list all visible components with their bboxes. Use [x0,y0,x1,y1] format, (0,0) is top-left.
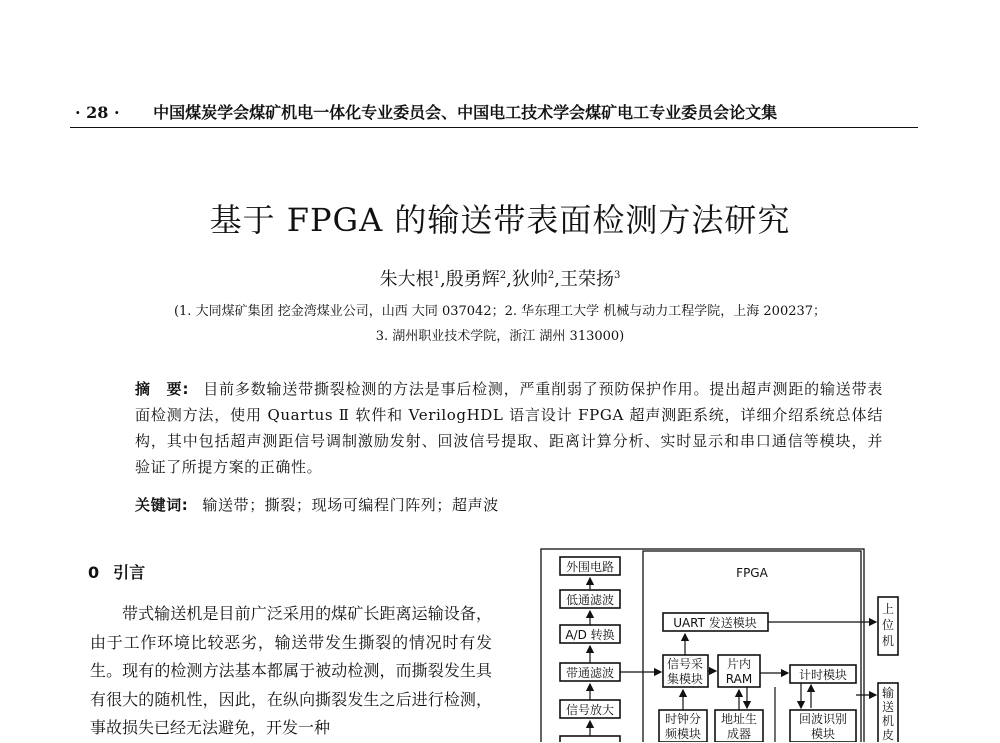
label-bandpass-filter: 带通滤波 [565,666,615,680]
intro-paragraph: 带式输送机是目前广泛采用的煤矿长距离运输设备，由于工作环境比较恶劣，输送带发生撕裂的情况时有发生。现有的检测方法基本都属于被动检测，而撕裂发生具有很大的随机性，因此，在纵向撕裂发生之后进行检测，事故损失已经无法避免，开发一种 [90,604,492,737]
label-clock-divider-1: 时钟分 [664,712,702,726]
label-address-generator-2: 成器 [726,727,752,741]
abstract-label: 摘 要: [135,380,190,398]
author-name: 王荣扬 [559,269,614,290]
author-name: 狄帅 [511,269,548,290]
keywords-text: 输送带；撕裂；现场可编程门阵列；超声波 [202,496,499,514]
label-onchip-ram-1: 片内 [726,657,752,671]
label-clock-divider-2: 频模块 [664,727,702,741]
author-sup: 2 [547,270,555,281]
label-echo-recognition-1: 回波识别 [798,712,848,726]
section-heading [88,560,145,583]
label-uart: UART 发送模块 [673,616,757,630]
affiliation-line-2: 3. 湖州职业技术学院，浙江 湖州 313000) [375,329,625,344]
journal-line: 中国煤炭学会煤矿机电一体化专业委员会、中国电工技术学会煤矿电工专业委员会论文集 [153,103,778,122]
page-number: · 28 · [75,103,120,122]
block-partial [560,736,620,742]
section-number: 0 [88,563,100,582]
label-host-3: 机 [881,634,895,648]
keywords [135,494,883,515]
label-belt-2: 送 [881,700,895,714]
author-name: 朱大根 [379,269,434,290]
running-header [75,100,915,123]
label-belt-1: 输 [881,686,895,700]
label-address-generator-1: 地址生 [720,712,758,726]
label-timer: 计时模块 [798,668,848,682]
label-lowpass-filter: 低通滤波 [565,593,615,607]
label-belt-3: 机 [881,714,895,728]
header-rule [70,127,918,128]
paper-title: 基于 FPGA 的输送带表面检测方法研究 [209,201,791,239]
label-ad-converter: A/D 转换 [565,628,615,642]
label-belt-4: 皮 [881,728,895,742]
label-echo-recognition-2: 模块 [810,727,836,741]
label-onchip-ram-2: RAM [725,672,753,686]
author-sup: 2 [499,270,507,281]
author-name: 殷勇辉 [445,269,500,290]
label-signal-acquisition-1: 信号采 [666,657,704,671]
label-peripheral-circuit: 外围电路 [565,560,615,574]
fpga-label: FPGA [736,566,768,580]
abstract [135,376,883,480]
abstract-text: 目前多数输送带撕裂检测的方法是事后检测，严重削弱了预防保护作用。提出超声测距的输送带表面检测方法，使用 Quartus Ⅱ 软件和 VerilogHDL 语言设计 FPGA 超声测距系统，详细介绍系统总体结构，其中包括超声测距信号调制激励发射、回波信号提取、距离计算分析、实时显示和串口通信等模块，并验证了所提方案的正确性。 [135,380,883,476]
keywords-label: 关键词: [135,496,189,514]
author-list: 朱大根$^1$,殷勇辉$^2$,狄帅$^2$,王荣扬$^3$ [379,269,621,290]
label-signal-acquisition-2: 集模块 [666,672,704,686]
author-sup: 1 [433,270,441,281]
intro-body [90,600,492,743]
section-title: 引言 [113,563,146,582]
label-host-2: 位 [881,618,895,632]
label-host-1: 上 [881,602,895,616]
affiliation-line-1: (1. 大同煤矿集团 挖金湾煤业公司，山西 大同 037042；2. 华东理工大学 机械与动力工程学院，上海 200237； [173,304,827,319]
label-signal-amplifier: 信号放大 [565,703,615,717]
system-block-diagram [535,545,900,742]
author-sup: 3 [613,270,621,281]
